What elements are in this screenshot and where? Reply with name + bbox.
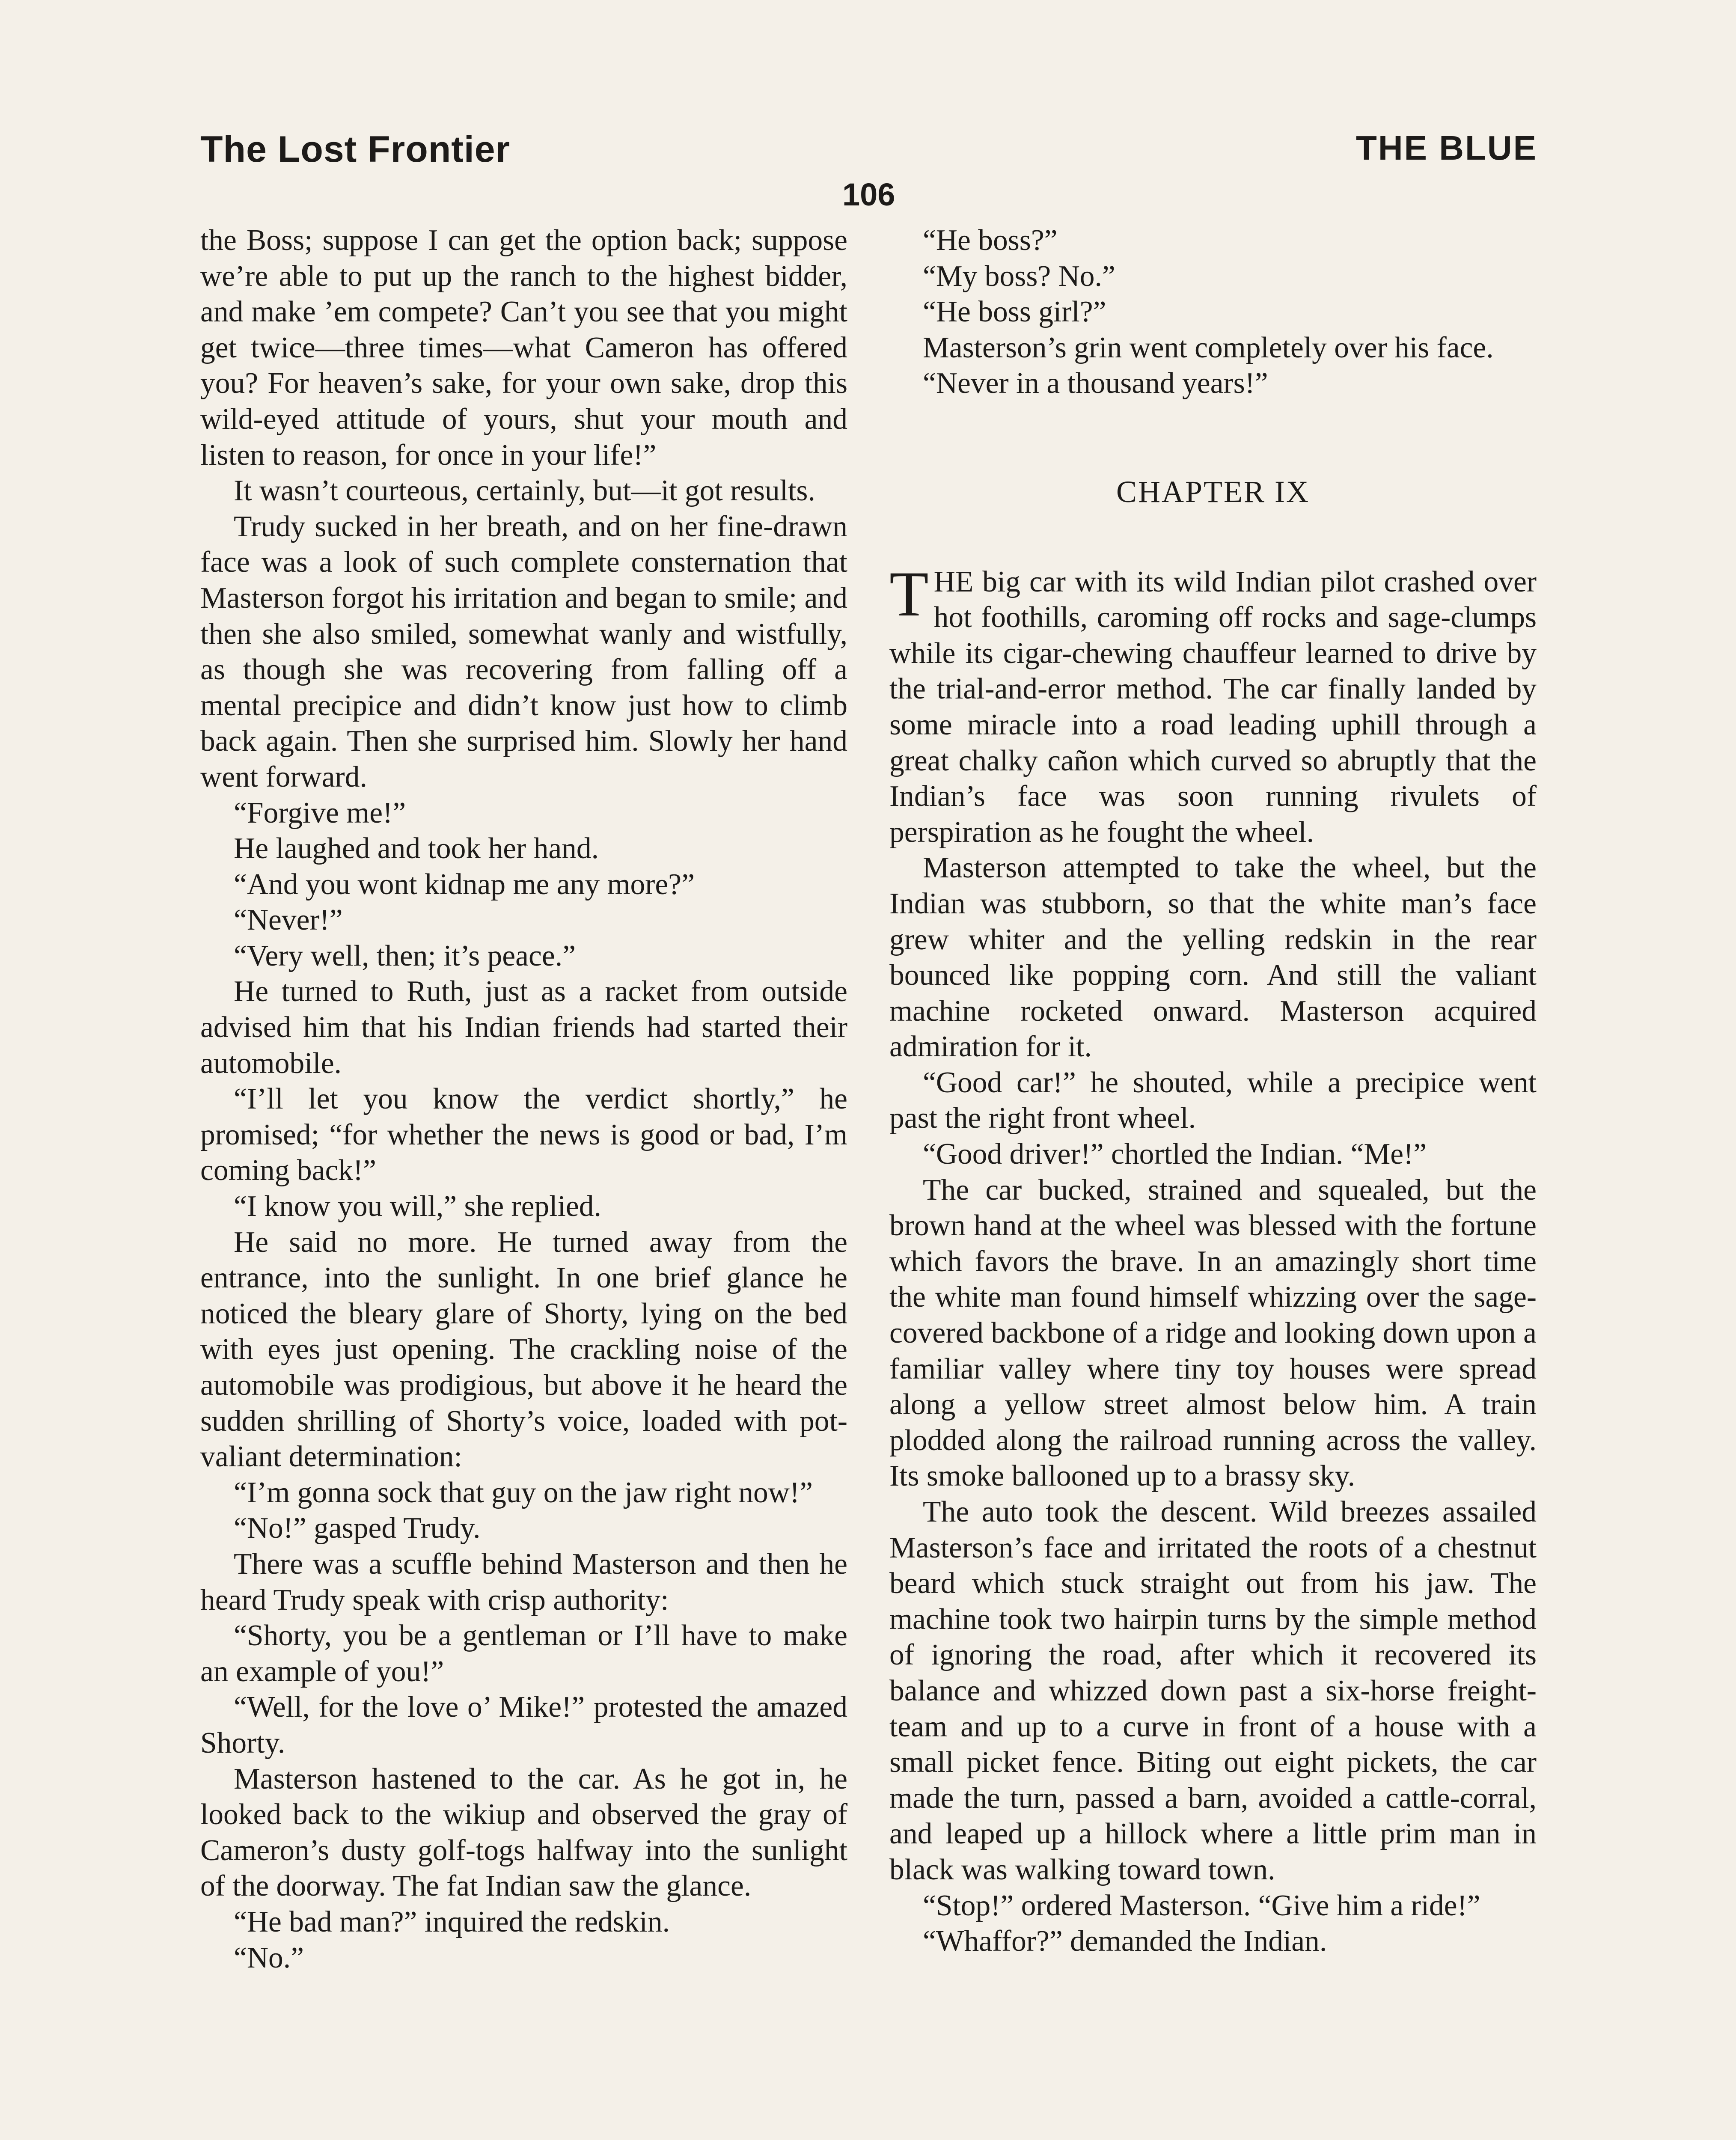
chapter-heading: CHAPTER IX	[1116, 474, 1310, 509]
paragraph: the Boss; suppose I can get the option back; suppose we’re able to put up the ranch to the highest bidder, and make ’em compete? Can’t you see that you might get twice—three times—what Cameron has offered you? For heaven’s sake, for your own sake, drop this wild-eyed attitude of yours, shut your mouth and listen to reason, for once in your life!”	[200, 224, 847, 472]
paragraph: Masterson hastened to the car. As he got in, he looked back to the wikiup and observed the gray of Cameron’s dusty golf-togs halfway into the sunlight of the doorway. The fat Indian saw the glance.	[200, 1762, 847, 1903]
left-text-column	[200, 223, 847, 1976]
paragraph: “And you wont kidnap me any more?”	[234, 868, 695, 901]
paragraph: “Whaffor?” demanded the Indian.	[923, 1925, 1327, 1958]
paragraph: Masterson attempted to take the wheel, but the Indian was stubborn, so that the white man’s face grew whiter and the yelling redskin in the rear bounced like popping corn. And still the valiant machine rocketed onward. Masterson acquired admiration for it.	[889, 851, 1537, 1064]
paragraph: “Very well, then; it’s peace.”	[234, 939, 576, 972]
page-number: 106	[842, 177, 895, 212]
paragraph: “No.”	[234, 1941, 304, 1974]
paragraph: “Good car!” he shouted, while a precipice went past the right front wheel.	[889, 1066, 1537, 1135]
paragraph: He laughed and took her hand.	[234, 832, 599, 865]
paragraph: “I know you will,” she replied.	[234, 1190, 601, 1223]
paragraph: It wasn’t courteous, certainly, but—it got results.	[234, 474, 815, 508]
paragraph: The car bucked, strained and squealed, but the brown hand at the wheel was blessed with the fortune which favors the brave. In an amazingly short time the white man found himself whizzing over the sage-covered backbone of a ridge and looking down upon a familiar valley where tiny toy houses were spread along a yellow street almost below him. A train plodded along the railroad running across the valley. Its smoke ballooned up to a brassy sky.	[889, 1173, 1537, 1493]
paragraph: “I’ll let you know the verdict shortly,” he promised; “for whether the news is good or bad, I’m coming back!”	[200, 1082, 847, 1187]
paragraph: “No!” gasped Trudy.	[234, 1512, 481, 1545]
paragraph: He turned to Ruth, just as a racket from outside advised him that his Indian friends had started their automobile.	[200, 975, 847, 1080]
paragraph: “He bad man?” inquired the redskin.	[234, 1905, 670, 1938]
paragraph: “Forgive me!”	[234, 796, 406, 829]
paragraph: “My boss? No.”	[923, 259, 1115, 293]
running-title-right: THE BLUE	[1356, 129, 1537, 167]
paragraph: “He boss?”	[923, 224, 1058, 257]
paragraph: “I’m gonna sock that guy on the jaw right now!”	[234, 1476, 813, 1509]
paragraph: The auto took the descent. Wild breezes assailed Masterson’s face and irritated the roots of a chestnut beard which stuck straight out from his jaw. The machine took two hairpin turns by the simple method of ignoring the road, after which it recovered its balance and whizzed down past a six-horse freight-team and up to a curve in front of a house with a small picket fence. Biting out eight pickets, the car made the turn, passed a barn, avoided a cattle-corral, and leaped up a hillock where a little prim man in black was walking toward town.	[889, 1495, 1537, 1886]
paragraph: “Good driver!” chortled the Indian. “Me!”	[923, 1138, 1427, 1171]
paragraph: There was a scuffle behind Masterson and then he heard Trudy speak with crisp authority:	[200, 1547, 847, 1617]
paragraph: “He boss girl?”	[923, 295, 1106, 329]
running-title-left: The Lost Frontier	[200, 129, 511, 170]
opening-paragraph-text: HE big car with its wild Indian pilot crashed over hot foothills, caroming off rocks and sage-clumps while its cigar-chewing chauffeur learned to drive by the trial-and-error method. The car finally landed by some miracle into a road leading uphill through a great chalky cañon which curved so abruptly that the Indian’s face was soon running rivulets of perspiration as he fought the wheel.	[889, 565, 1537, 849]
right-text-column	[889, 223, 1537, 1959]
chapter-opening-paragraph	[889, 558, 1537, 850]
paragraph: He said no more. He turned away from the entrance, into the sunlight. In one brief glance he noticed the bleary glare of Shorty, lying on the bed with eyes just opening. The crackling noise of the automobile was prodigious, but above it he heard the sudden shrilling of Shorty’s voice, loaded with pot-valiant determination:	[200, 1225, 847, 1474]
drop-cap: T	[889, 558, 929, 630]
paragraph: “Shorty, you be a gentleman or I’ll have to make an example of you!”	[200, 1619, 847, 1688]
paragraph: “Stop!” ordered Masterson. “Give him a ride!”	[923, 1889, 1480, 1922]
paragraph: “Never!”	[234, 904, 343, 937]
paragraph: “Never in a thousand years!”	[923, 367, 1268, 400]
paragraph: “Well, for the love o’ Mike!” protested the amazed Shorty.	[200, 1691, 847, 1760]
paragraph: Trudy sucked in her breath, and on her fine-drawn face was a look of such complete consternation that Masterson forgot his irritation and began to smile; and then she also smiled, somewhat wanly and wistfully, as though she was recovering from falling off a mental precipice and didn’t know just how to climb back again. Then she surprised him. Slowly her hand went forward.	[200, 510, 847, 794]
paragraph: Masterson’s grin went completely over his face.	[923, 331, 1494, 364]
